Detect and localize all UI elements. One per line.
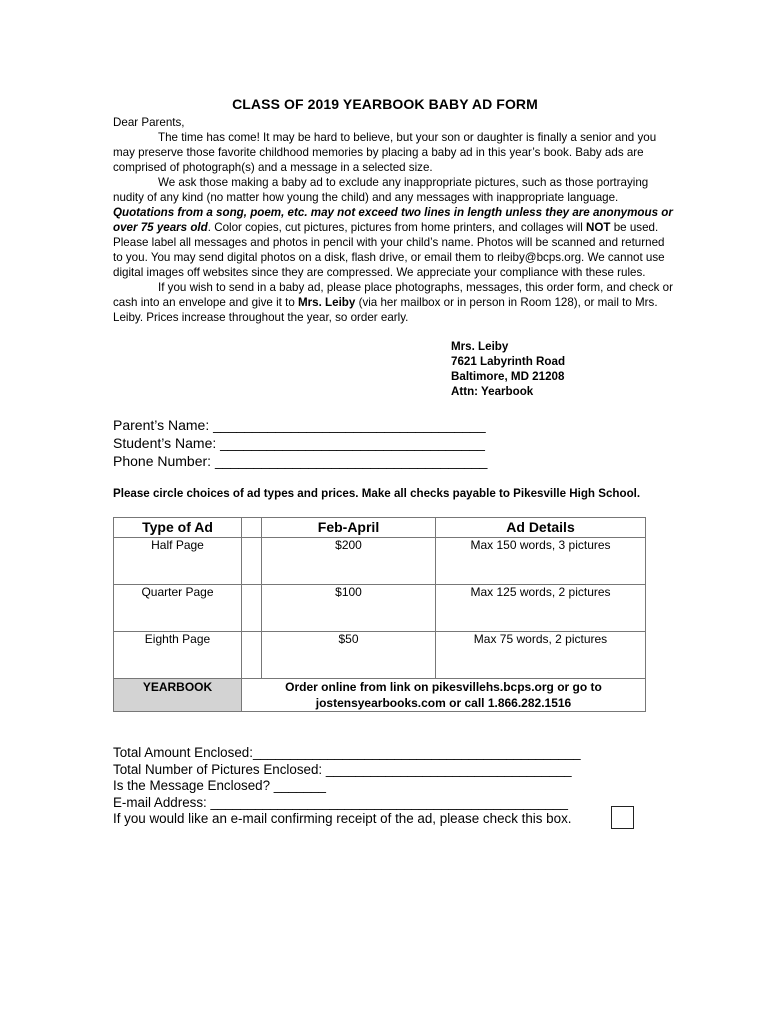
rules-text-c: be used. Please label all messages and photos in pencil with your child’s name. Photos will be scanned and returned to you. You may send digital photos on a disk, flash drive, or email them to rleiby@bcps.org. We cannot use digital images off websites since they are compressed. We appreciate your compliance with these rules. [113, 221, 665, 279]
message-enclosed-field[interactable]: Is the Message Enclosed? _______ [113, 778, 326, 793]
submission-name: Mrs. Leiby [298, 296, 356, 309]
submission-text-a: If you wish to send in a baby ad, please place photographs, messages, this order form, and check or cash into an envelope and give it to [113, 281, 673, 309]
rules-not-emphasis: NOT [586, 221, 611, 234]
spacer-cell [242, 632, 262, 679]
table-footer-row [114, 679, 646, 712]
address-line: Mrs. Leiby [451, 340, 509, 353]
paragraph-submission [113, 280, 673, 325]
table-row[interactable] [114, 585, 646, 632]
student-name-field[interactable]: Student’s Name: __________________________________ [113, 435, 485, 451]
mailing-address [451, 339, 565, 399]
parent-name-field[interactable]: Parent’s Name: ___________________________________ [113, 417, 486, 433]
ad-type-cell[interactable]: Eighth Page [114, 632, 242, 679]
table-row[interactable] [114, 632, 646, 679]
details-cell: Max 75 words, 2 pictures [436, 632, 646, 679]
contact-fields [113, 416, 487, 470]
ad-type-cell[interactable]: Half Page [114, 538, 242, 585]
email-address-field[interactable]: E-mail Address: ________________________________________________ [113, 794, 568, 810]
price-cell[interactable]: $200 [262, 538, 436, 585]
header-details: Ad Details [436, 518, 646, 538]
page-title: CLASS OF 2019 YEARBOOK BABY AD FORM [232, 96, 538, 112]
yearbook-label-cell: YEARBOOK [114, 679, 242, 712]
address-line: Baltimore, MD 21208 [451, 370, 565, 383]
ad-type-cell[interactable]: Quarter Page [114, 585, 242, 632]
total-amount-field[interactable]: Total Amount Enclosed:____________________________________________ [113, 745, 581, 760]
letter-body [113, 115, 673, 325]
ad-options-table [113, 517, 646, 712]
table-row[interactable] [114, 538, 646, 585]
total-pictures-field[interactable]: Total Number of Pictures Enclosed: _________________________________ [113, 761, 572, 777]
confirm-email-checkbox[interactable] [611, 806, 634, 829]
confirm-email-label: If you would like an e-mail confirming receipt of the ad, please check this box. [113, 811, 572, 826]
order-online-cell: Order online from link on pikesvillehs.bcps.org or go to jostensyearbooks.com or call 1.866.282.1516 [242, 679, 646, 712]
header-price: Feb-April [262, 518, 436, 538]
spacer-cell [242, 538, 262, 585]
table-header-row [114, 518, 646, 538]
totals-section [113, 745, 581, 828]
rules-quotation-emphasis: Quotations from a song, poem, etc. may not exceed two lines in length unless they are anonymous or over 75 years old [113, 206, 673, 234]
address-line: Attn: Yearbook [451, 385, 534, 398]
rules-text-b: . Color copies, cut pictures, pictures from home printers, and collages will [207, 221, 583, 234]
submission-text-b: (via her mailbox or in person in Room 128), or mail to Mrs. Leiby. Prices increase throughout the year, so order early. [113, 296, 658, 324]
phone-number-field[interactable]: Phone Number: ___________________________________ [113, 453, 488, 469]
header-spacer [242, 518, 262, 538]
spacer-cell [242, 585, 262, 632]
price-cell[interactable]: $100 [262, 585, 436, 632]
header-type: Type of Ad [114, 518, 242, 538]
salutation: Dear Parents, [113, 116, 185, 129]
paragraph-intro: The time has come! It may be hard to believe, but your son or daughter is finally a senior and you may preserve those favorite childhood memories by placing a baby ad in this year’s book. Baby ads are comprised of photograph(s) and a message in a selected size. [113, 131, 657, 174]
address-line: 7621 Labyrinth Road [451, 355, 566, 368]
rules-text-a: We ask those making a baby ad to exclude any inappropriate pictures, such as those portraying nudity of any kind (no matter how young the child) and any messages with inappropriate language. [113, 176, 649, 204]
instructions: Please circle choices of ad types and prices. Make all checks payable to Pikesville High School. [113, 487, 641, 500]
price-cell[interactable]: $50 [262, 632, 436, 679]
details-cell: Max 150 words, 3 pictures [436, 538, 646, 585]
details-cell: Max 125 words, 2 pictures [436, 585, 646, 632]
paragraph-rules [113, 175, 673, 280]
